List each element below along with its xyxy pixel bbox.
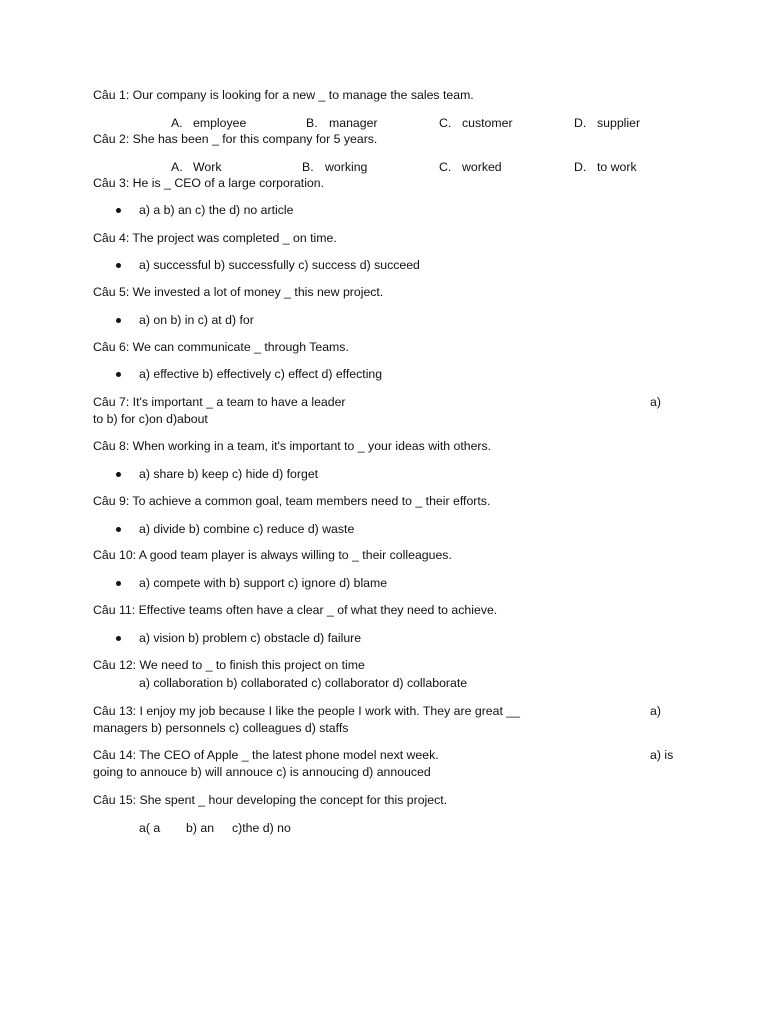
q1-option-c-letter: C.: [439, 116, 452, 130]
bullet-icon: [116, 581, 121, 586]
bullet-icon: [116, 318, 121, 323]
q15-option-b: b) an: [186, 821, 215, 835]
question-10-options: a) compete with b) support c) ignore d) blame: [139, 576, 388, 590]
question-14-tail: a) is: [650, 748, 674, 762]
q2-option-b-letter: B.: [302, 160, 314, 174]
q15-option-a: a( a: [139, 821, 161, 835]
bullet-icon: [116, 527, 121, 532]
question-15-stem: Câu 15: She spent _ hour developing the concept for this project.: [93, 793, 448, 807]
question-10-stem: Câu 10: A good team player is always willing to _ their colleagues.: [93, 548, 452, 562]
question-6-options: a) effective b) effectively c) effect d) effecting: [139, 367, 383, 381]
q1-option-b-letter: B.: [306, 116, 318, 130]
bullet-icon: [116, 263, 121, 268]
q1-option-d-text: supplier: [597, 116, 641, 130]
question-8-stem: Câu 8: When working in a team, it's important to _ your ideas with others.: [93, 439, 492, 453]
question-8-options: a) share b) keep c) hide d) forget: [139, 467, 319, 481]
question-14-options: going to annouce b) will annouce c) is annoucing d) annouced: [93, 765, 431, 779]
q2-option-a-text: Work: [193, 160, 222, 174]
question-4-options: a) successful b) successfully c) success d) succeed: [139, 258, 420, 272]
q1-option-b-text: manager: [329, 116, 378, 130]
question-9-stem: Câu 9: To achieve a common goal, team members need to _ their efforts.: [93, 494, 491, 508]
question-9-options: a) divide b) combine c) reduce d) waste: [139, 522, 355, 536]
question-13-tail: a): [650, 704, 661, 718]
question-6-stem: Câu 6: We can communicate _ through Teams.: [93, 340, 349, 354]
question-12-options: a) collaboration b) collaborated c) collaborator d) collaborate: [139, 676, 468, 690]
q15-option-c-d: c)the d) no: [232, 821, 291, 835]
question-5-stem: Câu 5: We invested a lot of money _ this new project.: [93, 285, 384, 299]
question-7-tail: a): [650, 395, 661, 409]
q1-option-a-text: employee: [193, 116, 247, 130]
q2-option-d-text: to work: [597, 160, 637, 174]
question-3-stem: Câu 3: He is _ CEO of a large corporation.: [93, 176, 325, 190]
q2-option-b-text: working: [325, 160, 368, 174]
q2-option-c-letter: C.: [439, 160, 452, 174]
q2-option-d-letter: D.: [574, 160, 587, 174]
question-3-options: a) a b) an c) the d) no article: [139, 203, 294, 217]
question-13-options: managers b) personnels c) colleagues d) staffs: [93, 721, 349, 735]
question-13-stem: Câu 13: I enjoy my job because I like the people I work with. They are great __: [93, 704, 520, 718]
q2-option-c-text: worked: [462, 160, 502, 174]
bullet-icon: [116, 372, 121, 377]
q2-option-a-letter: A.: [171, 160, 183, 174]
question-7-options: to b) for c)on d)about: [93, 412, 208, 426]
bullet-icon: [116, 472, 121, 477]
question-1-stem: Câu 1: Our company is looking for a new _ to manage the sales team.: [93, 88, 474, 102]
question-2-stem: Câu 2: She has been _ for this company for 5 years.: [93, 132, 378, 146]
bullet-icon: [116, 636, 121, 641]
question-11-options: a) vision b) problem c) obstacle d) failure: [139, 631, 362, 645]
question-14-stem: Câu 14: The CEO of Apple _ the latest phone model next week.: [93, 748, 439, 762]
question-12-stem: Câu 12: We need to _ to finish this project on time: [93, 658, 365, 672]
question-11-stem: Câu 11: Effective teams often have a clear _ of what they need to achieve.: [93, 603, 498, 617]
q1-option-a-letter: A.: [171, 116, 183, 130]
question-5-options: a) on b) in c) at d) for: [139, 313, 254, 327]
bullet-icon: [116, 208, 121, 213]
q1-option-d-letter: D.: [574, 116, 587, 130]
question-7-stem: Câu 7: It's important _ a team to have a leader: [93, 395, 346, 409]
question-4-stem: Câu 4: The project was completed _ on time.: [93, 231, 337, 245]
q1-option-c-text: customer: [462, 116, 513, 130]
